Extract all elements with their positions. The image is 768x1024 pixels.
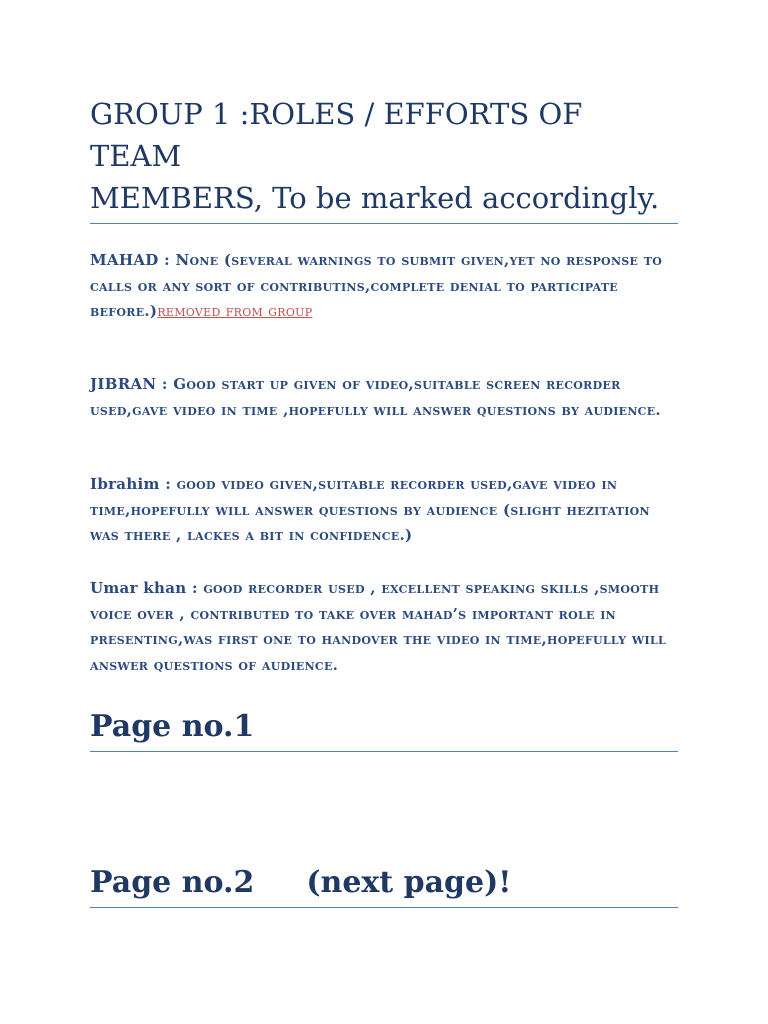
removed-from-group-link[interactable]: removed from group — [157, 302, 313, 320]
member-name: Ibrahim : — [90, 475, 177, 493]
title-line-1: GROUP 1 :ROLES / EFFORTS OF TEAM — [90, 97, 583, 173]
member-entry-mahad — [90, 248, 678, 325]
member-description: good recorder used , excellent speaking skills ,smooth voice over , contributed to take over mahad’s important role in presenting,was first one to handover the video in time,hopefully will answer questions of audience. — [90, 579, 667, 674]
member-description: Good start up given of video,suitable screen recorder used,gave video in time ,hopefully will answer questions by audience. — [90, 375, 661, 419]
page-heading-2 — [90, 861, 678, 908]
member-entry-jibran — [90, 372, 678, 423]
title-line-2: MEMBERS, To be marked accordingly. — [90, 181, 660, 215]
page-heading-1 — [90, 705, 678, 752]
member-name: Umar khan : — [90, 579, 204, 597]
member-name: JIBRAN : — [90, 375, 174, 393]
page-2-note: (next page)! — [306, 865, 512, 900]
page-2-label: Page no.2 — [90, 865, 255, 900]
page-1-label: Page no.1 — [90, 709, 255, 744]
member-entry-umar-khan — [90, 576, 678, 678]
member-name: MAHAD : — [90, 251, 176, 269]
member-description: None (several warnings to submit given,yet no response to calls or any sort of contributins,complete denial to participate before.) — [90, 251, 663, 320]
member-description: good video given,suitable recorder used,gave video in time,hopefully will answer questions by audience (slight hezitation was there , lackes a bit in confidence.) — [90, 475, 650, 544]
member-entry-ibrahim — [90, 472, 678, 549]
document-title — [90, 93, 678, 224]
